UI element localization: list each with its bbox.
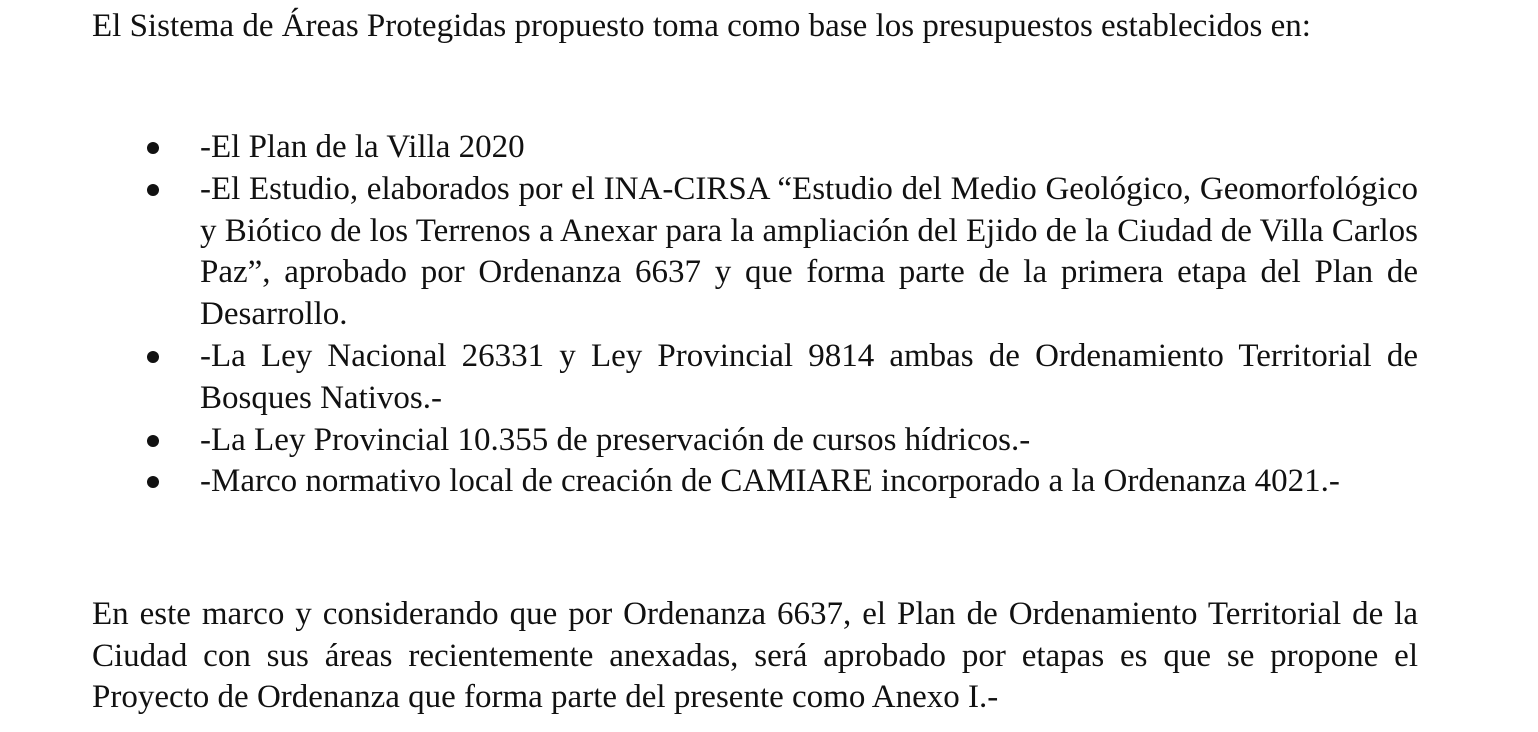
list-item: [92, 336, 1418, 420]
bullet-icon: [147, 476, 159, 488]
list-item: [92, 169, 1418, 336]
list-item: [92, 461, 1418, 503]
intro-paragraph: El Sistema de Áreas Protegidas propuesto toma como base los presupuestos establecidos en:: [92, 8, 1311, 44]
bullet-icon: [147, 184, 159, 196]
list-item-text: -La Ley Provincial 10.355 de preservación de cursos hídricos.-: [200, 421, 1031, 458]
bullet-list: [92, 127, 1418, 503]
closing-paragraph: En este marco y considerando que por Ordenanza 6637, el Plan de Ordenamiento Territorial de la Ciudad con sus áreas recientemente anexadas, será aprobado por etapas es que se propone el Proyecto de Ordenanza que forma parte del presente como Anexo I.-: [92, 596, 1418, 715]
list-item-text: -El Plan de la Villa 2020: [200, 129, 525, 165]
list-item-text: -El Estudio, elaborados por el INA-CIRSA “Estudio del Medio Geológico, Geomorfológico y Biótico de los Terrenos a Anexar para la ampliación del Ejido de la Ciudad de Villa Carlos Paz”, aprobado por Ordenanza 6637 y que forma parte de la primera etapa del Plan de Desarrollo.: [200, 170, 1418, 333]
bullet-icon: [147, 435, 159, 447]
list-item-text: -La Ley Nacional 26331 y Ley Provincial 9814 ambas de Ordenamiento Territorial de Bosques Nativos.-: [200, 337, 1418, 416]
list-item: [92, 127, 1418, 169]
list-item-text: -Marco normativo local de creación de CAMIARE incorporado a la Ordenanza 4021.-: [200, 463, 1340, 500]
bullet-icon: [147, 142, 159, 154]
bullet-icon: [147, 351, 159, 363]
list-item: [92, 420, 1418, 462]
